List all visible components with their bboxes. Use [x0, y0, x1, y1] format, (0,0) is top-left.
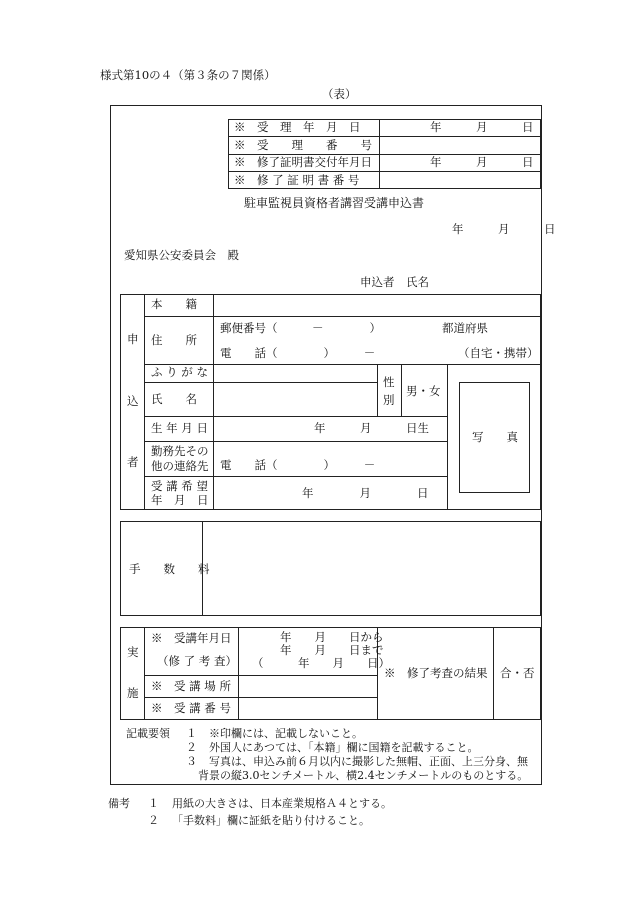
photo-label: 写 真 [472, 430, 518, 444]
desired-date-label-1: 受 講 希 望 [151, 479, 208, 493]
fee-label: 手 数 料 [129, 562, 210, 576]
name-label: 氏 名 [151, 392, 197, 406]
work-phone-field[interactable]: 電 話（ ） － [220, 458, 376, 472]
exam-result-label: ※ 修了考査の結果 [384, 666, 488, 680]
remarks-title: 備考 [108, 797, 130, 810]
note-3-text: 写真は、申込み前６月以内に撮影した無帽、正面、上三分身、無 [209, 755, 528, 768]
sex-value[interactable]: 男・女 [406, 384, 441, 398]
honseki-label: 本 籍 [151, 297, 197, 311]
remark-2-text: 「手数料」欄に証紙を貼り付けること。 [172, 814, 370, 827]
course-number-label: ※ 受 講 番 号 [151, 701, 231, 715]
course-place-label: ※ 受 講 場 所 [151, 679, 231, 693]
receipt-date-value[interactable]: 年 月 日 [430, 120, 534, 134]
course-date-label: ※ 受講年月日 [151, 631, 232, 645]
remark-2-number: ２ [148, 814, 159, 827]
exam-date[interactable]: （ 年 月 日） [252, 656, 390, 670]
note-3-number: ３ [186, 755, 197, 768]
prefecture-label: 都道府県 [442, 321, 488, 335]
applicant-name-line[interactable]: 申込者 氏名 [360, 275, 429, 289]
certificate-date-label: ※ 修了証明書交付年月日 [234, 155, 372, 169]
stamp-area[interactable] [203, 522, 540, 615]
note-1-text: ※印欄には、記載しないこと。 [209, 727, 363, 740]
furigana-label: ふ り が な [151, 365, 208, 379]
work-label-1: 勤務先その [151, 444, 209, 458]
remark-1-text: 用紙の大きさは、日本産業規格Ａ４とする。 [172, 797, 392, 810]
remark-1-number: １ [148, 797, 159, 810]
desired-date-label-2: 年 月 日 [151, 493, 209, 507]
applicant-side-3: 者 [127, 455, 139, 469]
sex-label-1: 性 [383, 375, 395, 389]
birth-date-value[interactable]: 年 月 日生 [314, 421, 429, 435]
certificate-date-value[interactable]: 年 月 日 [430, 155, 534, 169]
note-2-text: 外国人にあつては、「本籍」欄に国籍を記載すること。 [209, 741, 479, 754]
work-label-2: 他の連絡先 [151, 459, 209, 473]
exam-label: （修 了 考 査） [157, 654, 237, 668]
form-number: 様式第10の４（第３条の７関係） [100, 68, 276, 82]
receipt-number-label: ※ 受 理 番 号 [234, 138, 372, 152]
receipt-date-label: ※ 受 理 年 月 日 [234, 120, 361, 134]
applicant-side-1: 申 [127, 332, 139, 346]
document-title: 駐車監視員資格者講習受講申込書 [244, 196, 425, 210]
form-side: （表） [322, 87, 357, 101]
desired-date-value[interactable]: 年 月 日 [302, 486, 429, 500]
sex-label-2: 別 [383, 393, 395, 407]
implementation-side-1: 実 [127, 645, 139, 659]
postal-code-field[interactable]: 郵便番号（ － ） [220, 321, 381, 335]
note-2-number: ２ [186, 741, 197, 754]
applicant-side-2: 込 [127, 394, 139, 408]
certificate-number-label: ※ 修 了 証 明 書 番 号 [234, 173, 360, 187]
birth-date-label: 生 年 月 日 [151, 421, 208, 435]
phone-field[interactable]: 電 話（ ） － [220, 346, 376, 360]
implementation-side-2: 施 [127, 686, 139, 700]
phone-type[interactable]: （自宅・携帯） [458, 346, 539, 360]
addressee: 愛知県公安委員会 殿 [124, 248, 239, 262]
exam-result-value[interactable]: 合・否 [500, 666, 535, 680]
application-date[interactable]: 年 月 日 [452, 222, 556, 236]
note-3-continued: 背景の縦3.0センチメートル、横2.4センチメートルのものとする。 [198, 769, 529, 782]
course-date-until[interactable]: 年 月 日まで [280, 643, 384, 657]
note-1-number: １ [186, 727, 197, 740]
notes-title: 記載要領 [126, 727, 170, 740]
address-label: 住 所 [151, 333, 197, 347]
course-date-from[interactable]: 年 月 日から [280, 630, 384, 644]
